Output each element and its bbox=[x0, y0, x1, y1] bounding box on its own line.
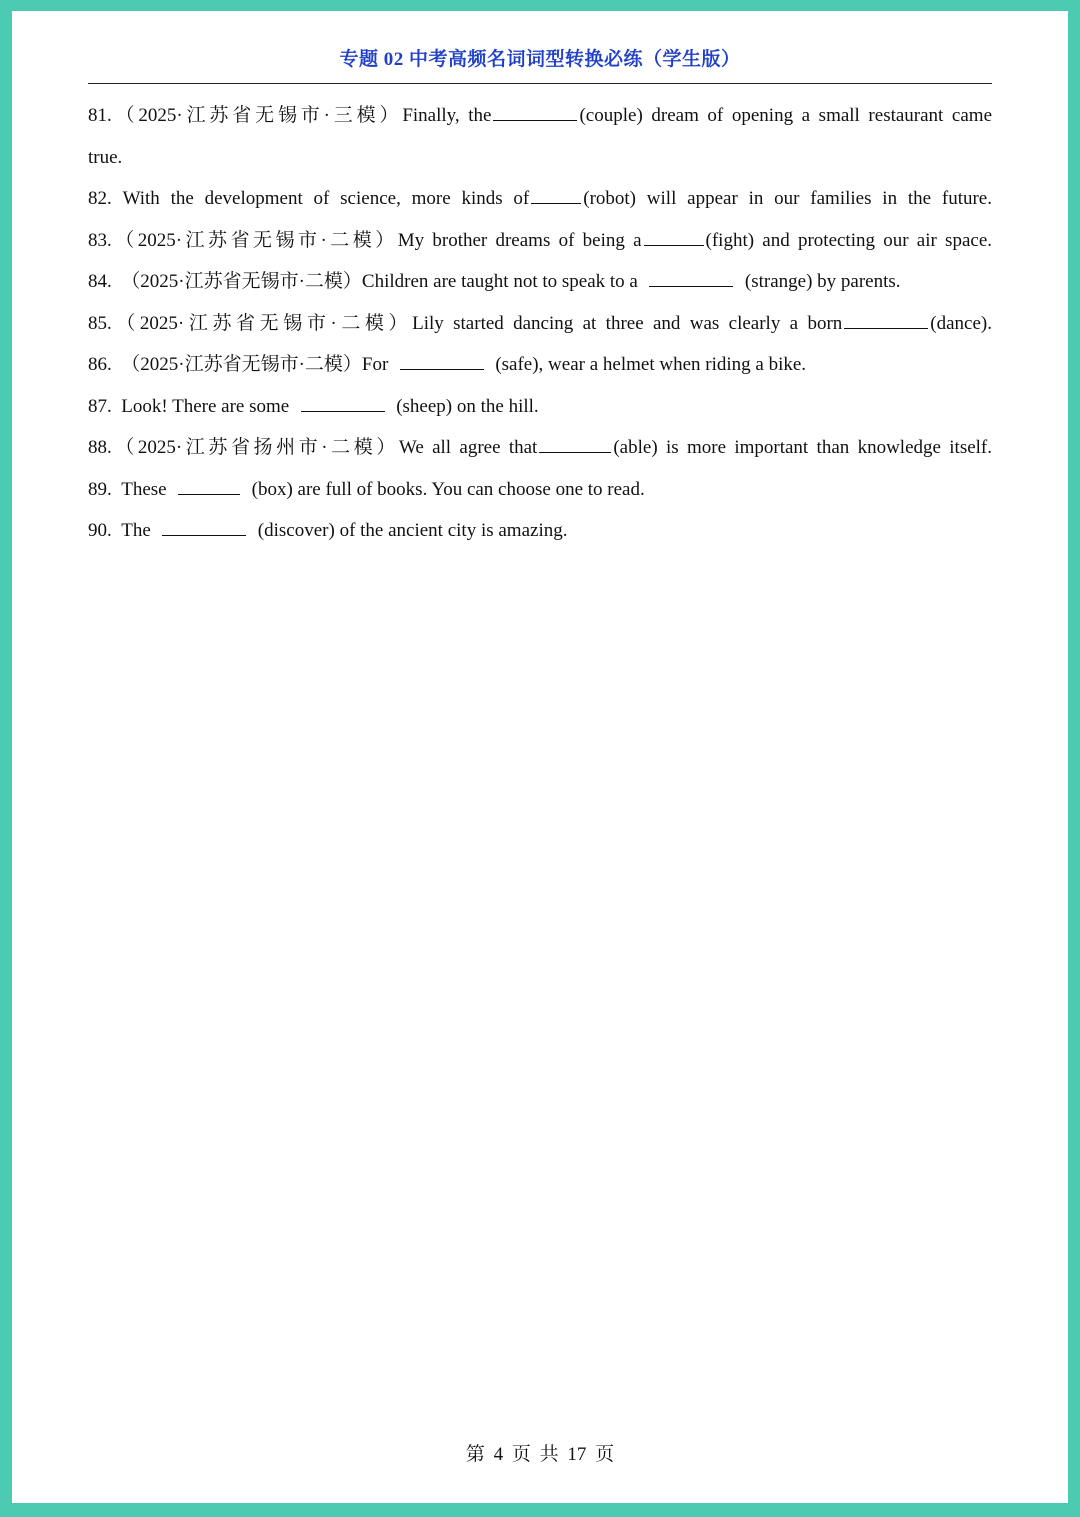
question-number: 82. bbox=[88, 188, 112, 209]
answer-blank[interactable] bbox=[644, 229, 704, 246]
answer-blank[interactable] bbox=[844, 312, 928, 329]
question-source: （2025·江苏省无锡市·二模） bbox=[121, 354, 362, 375]
question-text-before: The bbox=[121, 520, 151, 541]
page-number: 第 4 页 共 17 页 bbox=[465, 1444, 615, 1465]
question-text-after: (able) is more important than knowledge itself. bbox=[613, 437, 993, 458]
question-87 bbox=[88, 386, 992, 428]
question-text-before: Look! There are some bbox=[121, 395, 290, 417]
question-88 bbox=[88, 427, 992, 469]
page-title: 专题 02 中考高频名词词型转换必练（学生版） bbox=[339, 49, 741, 70]
question-text-before: My brother dreams of being a bbox=[397, 229, 642, 251]
question-number: 89. bbox=[88, 478, 112, 500]
question-text-after: (discover) of the ancient city is amazing. bbox=[257, 520, 568, 541]
question-number: 86. bbox=[88, 354, 112, 375]
question-82 bbox=[88, 178, 992, 220]
question-text-after: (couple) dream of opening a small restaurant came bbox=[579, 105, 993, 126]
question-number: 88. bbox=[88, 437, 112, 458]
question-source: （2025·江苏省无锡市·二模） bbox=[111, 229, 398, 251]
question-number: 87. bbox=[88, 395, 112, 417]
question-text-before: Lily started dancing at three and was clearly a born bbox=[412, 312, 843, 334]
question-number: 90. bbox=[88, 520, 112, 541]
question-81 bbox=[88, 95, 992, 137]
answer-blank[interactable] bbox=[539, 436, 611, 453]
question-text-after: (sheep) on the hill. bbox=[396, 395, 539, 417]
question-text-after: (robot) will appear in our families in the future. bbox=[583, 188, 992, 209]
question-number: 85. bbox=[88, 312, 112, 334]
question-text-before: For bbox=[361, 354, 389, 375]
question-text-after: (strange) by parents. bbox=[744, 271, 901, 292]
header-divider bbox=[88, 83, 992, 84]
question-number: 84. bbox=[88, 271, 112, 292]
question-text-before: These bbox=[121, 478, 167, 500]
question-number: 81. bbox=[88, 105, 112, 126]
question-source: （2025·江苏省无锡市·二模） bbox=[121, 271, 362, 292]
question-83 bbox=[88, 220, 992, 262]
question-84 bbox=[88, 261, 992, 303]
question-source: （2025·江苏省扬州市·二模） bbox=[111, 437, 399, 458]
question-text-before: With the development of science, more kinds of bbox=[122, 188, 530, 209]
answer-blank[interactable] bbox=[493, 104, 577, 121]
question-85 bbox=[88, 303, 992, 345]
question-86 bbox=[88, 344, 992, 386]
question-source: （2025·江苏省无锡市·二模） bbox=[111, 312, 413, 334]
question-text-before: Finally, the bbox=[402, 105, 492, 126]
answer-blank[interactable] bbox=[162, 519, 246, 536]
question-list bbox=[88, 95, 992, 552]
question-text-after: (dance). bbox=[930, 312, 992, 334]
question-text-after: (safe), wear a helmet when riding a bike. bbox=[495, 354, 807, 375]
question-89 bbox=[88, 469, 992, 511]
answer-blank[interactable] bbox=[301, 395, 385, 412]
question-81-continuation: true. bbox=[88, 146, 123, 168]
question-source: （2025·江苏省无锡市·三模） bbox=[111, 105, 403, 126]
question-text-after: (box) are full of books. You can choose one to read. bbox=[251, 478, 645, 500]
question-text-before: Children are taught not to speak to a bbox=[361, 271, 638, 292]
answer-blank[interactable] bbox=[178, 478, 240, 495]
question-number: 83. bbox=[88, 229, 112, 251]
answer-blank[interactable] bbox=[531, 187, 581, 204]
answer-blank[interactable] bbox=[649, 270, 733, 287]
question-text-before: We all agree that bbox=[398, 437, 538, 458]
answer-blank[interactable] bbox=[400, 353, 484, 370]
question-90 bbox=[88, 510, 992, 552]
question-text-after: (fight) and protecting our air space. bbox=[705, 229, 993, 251]
